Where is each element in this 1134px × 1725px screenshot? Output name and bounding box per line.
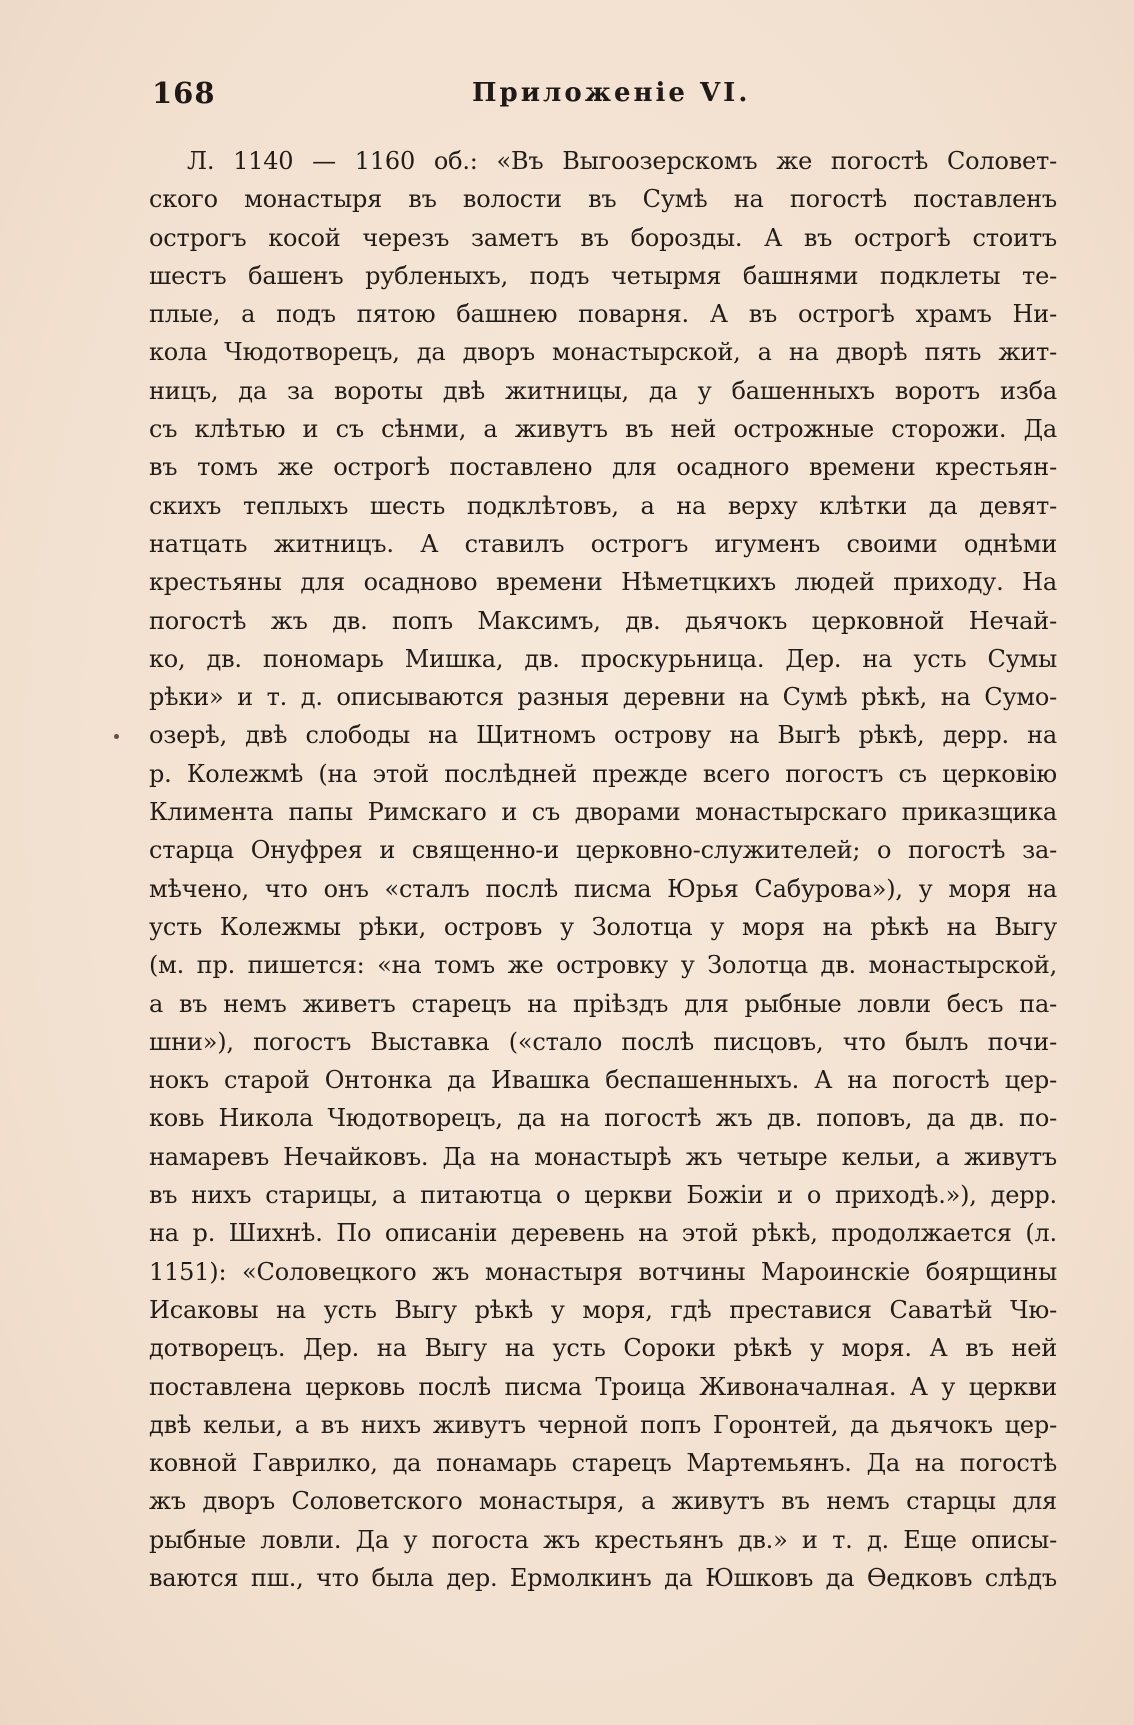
text-line: дотворецъ. Дер. на Выгу на усть Сороки рѣкѣ у моря. А въ ней [149,1334,1057,1363]
page-number: 168 [152,76,216,110]
text-line: скихъ теплыхъ шесть подклѣтовъ, а на верху клѣтки да девят- [149,491,1057,520]
text-line: Климента папы Римскаго и съ дворами монастырскаго приказщика [149,798,1057,827]
text-line: старца Онуфрея и священно-и церковно-служителей; о погостѣ за- [149,836,1057,865]
text-line: рѣки» и т. д. описываются разныя деревни на Сумѣ рѣкѣ, на Сумо- [149,683,1057,712]
text-line: 1151): «Соловецкого жъ монастыря вотчины Мароинскіе боярщины [149,1257,1057,1286]
ink-dot-mark [114,734,119,739]
text-line: усть Колежмы рѣки, островъ у Золотца у моря на рѣкѣ на Выгу [149,912,1057,941]
text-line: натцать житницъ. А ставилъ острогъ игуменъ своими однѣми [149,529,1057,558]
text-line: намаревъ Нечайковъ. Да на монастырѣ жъ четыре кельи, а живутъ [149,1142,1057,1171]
text-line: кола Чюдотворецъ, да дворъ монастырской, а на дворѣ пять жит- [149,338,1057,367]
text-line: ницъ, да за вороты двѣ житницы, да у башенныхъ воротъ изба [149,376,1057,405]
text-line: шестъ башенъ рубленыхъ, подъ четырмя башнями подклеты те- [149,261,1057,290]
text-line: Исаковы на усть Выгу рѣкѣ у моря, гдѣ преставися Саватѣй Чю- [149,1295,1057,1324]
text-line: поставлена церковь послѣ писма Троица Живоначалная. А у церкви [149,1372,1057,1401]
text-line: на р. Шихнѣ. По описаніи деревень на этой рѣкѣ, продолжается (л. [149,1219,1057,1248]
text-line: мѣчено, что онъ «сталъ послѣ писма Юрья Сабурова»), у моря на [149,874,1057,903]
text-line: крестьяны для осадново времени Нѣметцкихъ людей приходу. На [149,568,1057,597]
text-line: двѣ кельи, а въ нихъ живутъ черной попъ Горонтей, да дьячокъ цер- [149,1410,1057,1439]
text-line: (м. пр. пишется: «на томъ же островку у Золотца дв. монастырской, [149,951,1057,980]
page-header [152,76,1057,120]
text-line: Л. 1140 — 1160 об.: «Въ Выгоозерскомъ же погостѣ Соловет- [187,147,1057,175]
text-line: жъ дворъ Соловетского монастыря, а живутъ въ немъ старцы для [149,1487,1057,1516]
text-line: погостѣ жъ дв. попъ Максимъ, дв. дьячокъ церковной Нечай- [149,606,1057,635]
text-line: въ томъ же острогѣ поставлено для осадного времени крестьян- [149,453,1057,482]
text-line: ваются пш., что была дер. Ермолкинъ да Юшковъ да Ѳедковъ слѣдъ [149,1563,1057,1592]
text-line: ковной Гаврилко, да понамарь старецъ Мартемьянъ. Да на погостѣ [149,1449,1057,1478]
text-line: ковь Никола Чюдотворецъ, да на погостѣ жъ дв. поповъ, да дв. по- [149,1104,1057,1133]
text-line: ко, дв. пономарь Мишка, дв. проскурьница. Дер. на усть Сумы [149,644,1057,673]
text-line: р. Колежмѣ (на этой послѣдней прежде всего погостъ съ церковію [149,759,1057,788]
text-line: съ клѣтью и съ сѣнми, а живутъ въ ней острожные сторожи. Да [149,415,1057,444]
text-line: а въ немъ живетъ старецъ на пріѣздъ для рыбные ловли бесъ па- [149,989,1057,1018]
text-line: рыбные ловли. Да у погоста жъ крестьянъ дв.» и т. д. Еще описы- [149,1525,1057,1554]
running-title: Приложеніе VI. [472,78,751,108]
text-line: шни»), погостъ Выставка («стало послѣ писцовъ, что былъ почи- [149,1027,1057,1056]
text-line: озерѣ, двѣ слободы на Щитномъ острову на Выгѣ рѣкѣ, дерр. на [149,721,1057,750]
body-text [149,142,1057,1597]
text-line: плые, а подъ пятою башнею поварня. А въ острогѣ храмъ Ни- [149,300,1057,329]
text-line: ского монастыря въ волости въ Сумѣ на погостѣ поставленъ [149,185,1057,214]
text-line: нокъ старой Онтонка да Ивашка беспашенныхъ. А на погостѣ цер- [149,1066,1057,1095]
text-line: въ нихъ старицы, а питаютца о церкви Божіи и о приходѣ.»), дерр. [149,1181,1057,1210]
text-line: острогъ косой черезъ заметъ въ борозды. А въ острогѣ стоитъ [149,223,1057,252]
